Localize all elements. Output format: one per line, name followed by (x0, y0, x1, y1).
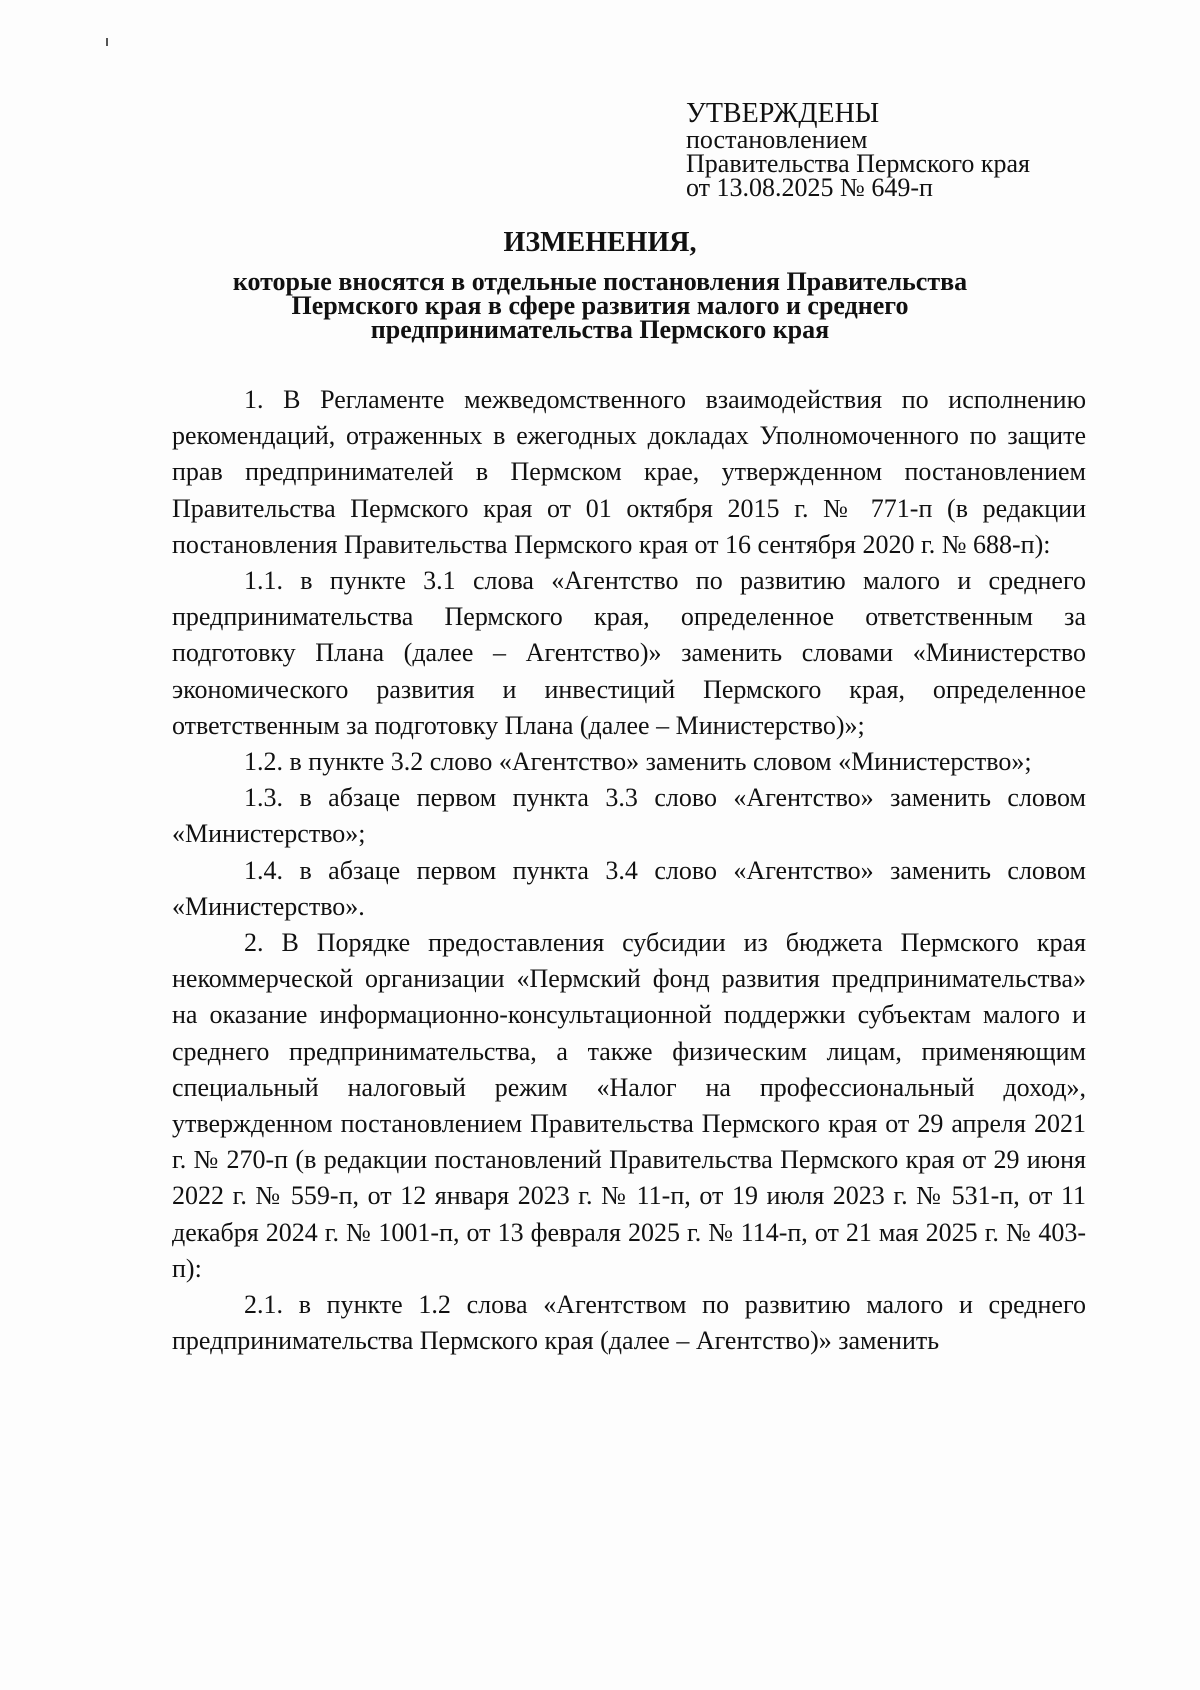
document-body (172, 382, 1086, 1359)
approval-line: от 13.08.2025 № 649-п (686, 173, 933, 202)
paragraph: 1.4. в абзаце первом пункта 3.4 слово «Агентство» заменить словом «Министерство». (172, 855, 1086, 921)
scan-mark (106, 38, 108, 46)
paragraph: 1.2. в пункте 3.2 слово «Агентство» заменить словом «Министерство»; (244, 747, 1032, 777)
approval-line: постановлением (686, 125, 868, 154)
paragraph: 1. В Регламенте межведомственного взаимодействия по исполнению рекомендаций, отраженных в ежегодных докладах Уполномоченного по защите прав предпринимателей в Пермском крае, утвержденном постановлением Правительства Пермского края от 01 октября 2015 г. № 771-п (в редакции постановления Правительства Пермского края от 16 сентября 2020 г. № 688-п): (172, 385, 1086, 559)
approval-heading: УТВЕРЖДЕНЫ (686, 98, 880, 129)
paragraph: 1.1. в пункте 3.1 слова «Агентство по развитию малого и среднего предпринимательства Пермского края, определенное ответственным за подготовку Плана (далее – Агентство)» заменить словами «Министерство экономического развития и инвестиций Пермского края, определенное ответственным за подготовку Плана (далее – Министерство)»; (172, 566, 1086, 740)
paragraph: 2. В Порядке предоставления субсидии из бюджета Пермского края некоммерческой организации «Пермский фонд развития предпринимательства» на оказание информационно-консультационной поддержки субъектам малого и среднего предпринимательства, а также физическим лицам, применяющим специальный налоговый режим «Налог на профессиональный доход», утвержденном постановлением Правительства Пермского края от 29 апреля 2021 г. № 270-п (в редакции постановлений Правительства Пермского края от 29 июня 2022 г. № 559-п, от 12 января 2023 г. № 11-п, от 19 июля 2023 г. № 531-п, от 11 декабря 2024 г. № 1001-п, от 13 февраля 2025 г. № 114-п, от 21 мая 2025 г. № 403-п): (172, 928, 1086, 1283)
document-subtitle: которые вносятся в отдельные постановления Правительства Пермского края в сфере развития малого и среднего предпринимательства Пермского края (232, 267, 968, 344)
approval-line: Правительства Пермского края (686, 149, 1030, 178)
paragraph: 1.3. в абзаце первом пункта 3.3 слово «Агентство» заменить словом «Министерство»; (172, 783, 1086, 849)
document-title: ИЗМЕНЕНИЯ, (503, 227, 697, 258)
paragraph: 2.1. в пункте 1.2 слова «Агентством по развитию малого и среднего предпринимательства Пермского края (далее – Агентство)» заменить (172, 1290, 1086, 1356)
approval-stamp (686, 100, 1166, 200)
